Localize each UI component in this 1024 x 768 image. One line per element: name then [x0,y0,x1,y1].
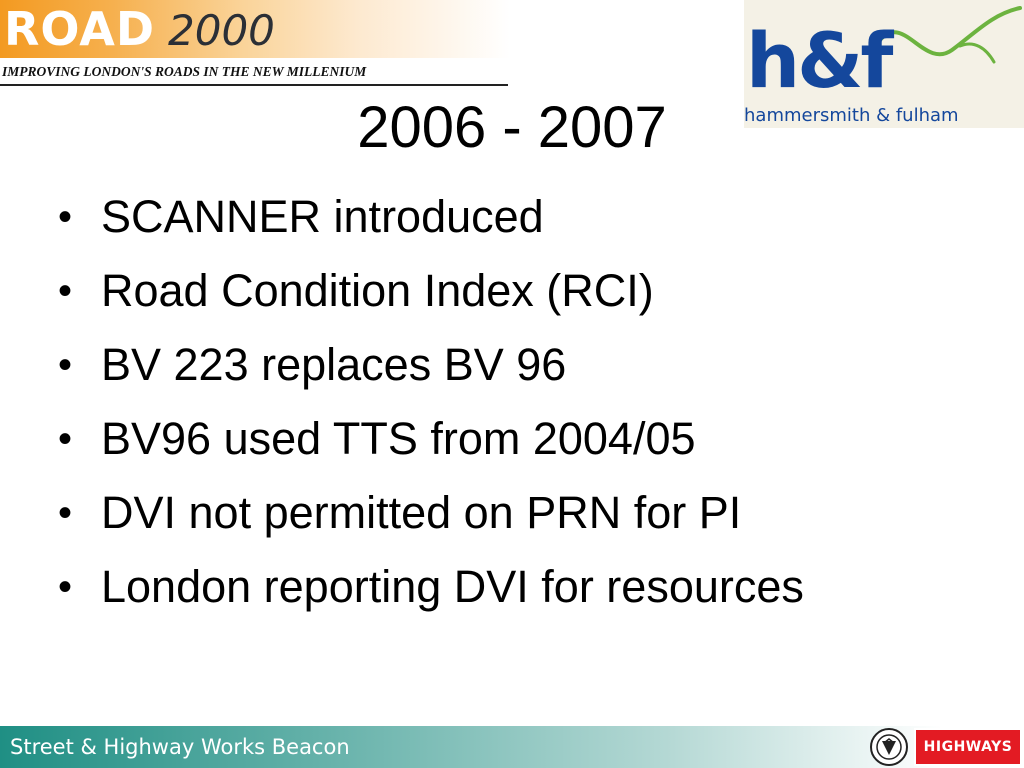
slide-title: 2006 - 2007 [357,95,667,160]
bullet-icon: • [58,491,73,535]
bullet-item [58,402,804,476]
bullet-text: DVI not permitted on PRN for PI [101,487,742,538]
bullet-icon: • [58,417,73,461]
road2000-logo [0,0,510,90]
highways-badge-label: HIGHWAYS [923,739,1013,755]
hf-logo-mark: h&f [746,16,891,105]
bullet-item [58,328,804,402]
hf-logo-name: hammersmith & fulham [744,105,959,126]
bullet-text: BV96 used TTS from 2004/05 [101,413,696,464]
bullet-icon: • [58,269,73,313]
road2000-logo-word: ROAD [4,2,156,56]
footer-text: Street & Highway Works Beacon [10,735,350,759]
road2000-logo-year: 2000 [168,6,275,55]
bullet-text: Road Condition Index (RCI) [101,265,654,316]
road2000-divider [0,84,508,86]
bullet-item [58,550,804,624]
bullet-text: London reporting DVI for resources [101,561,804,612]
bullet-icon: • [58,195,73,239]
bullet-text: BV 223 replaces BV 96 [101,339,567,390]
bullet-item [58,254,804,328]
highways-badge [914,728,1022,766]
certification-mark-icon [868,727,910,767]
bullet-list [58,180,804,624]
bullet-item [58,476,804,550]
hf-swoosh-icon [874,0,1024,80]
bullet-text: SCANNER introduced [101,191,544,242]
bullet-icon: • [58,343,73,387]
road2000-tagline: IMPROVING LONDON'S ROADS IN THE NEW MILLENIUM [2,64,367,79]
bullet-icon: • [58,565,73,609]
bullet-item [58,180,804,254]
footer-bar [0,726,1024,768]
